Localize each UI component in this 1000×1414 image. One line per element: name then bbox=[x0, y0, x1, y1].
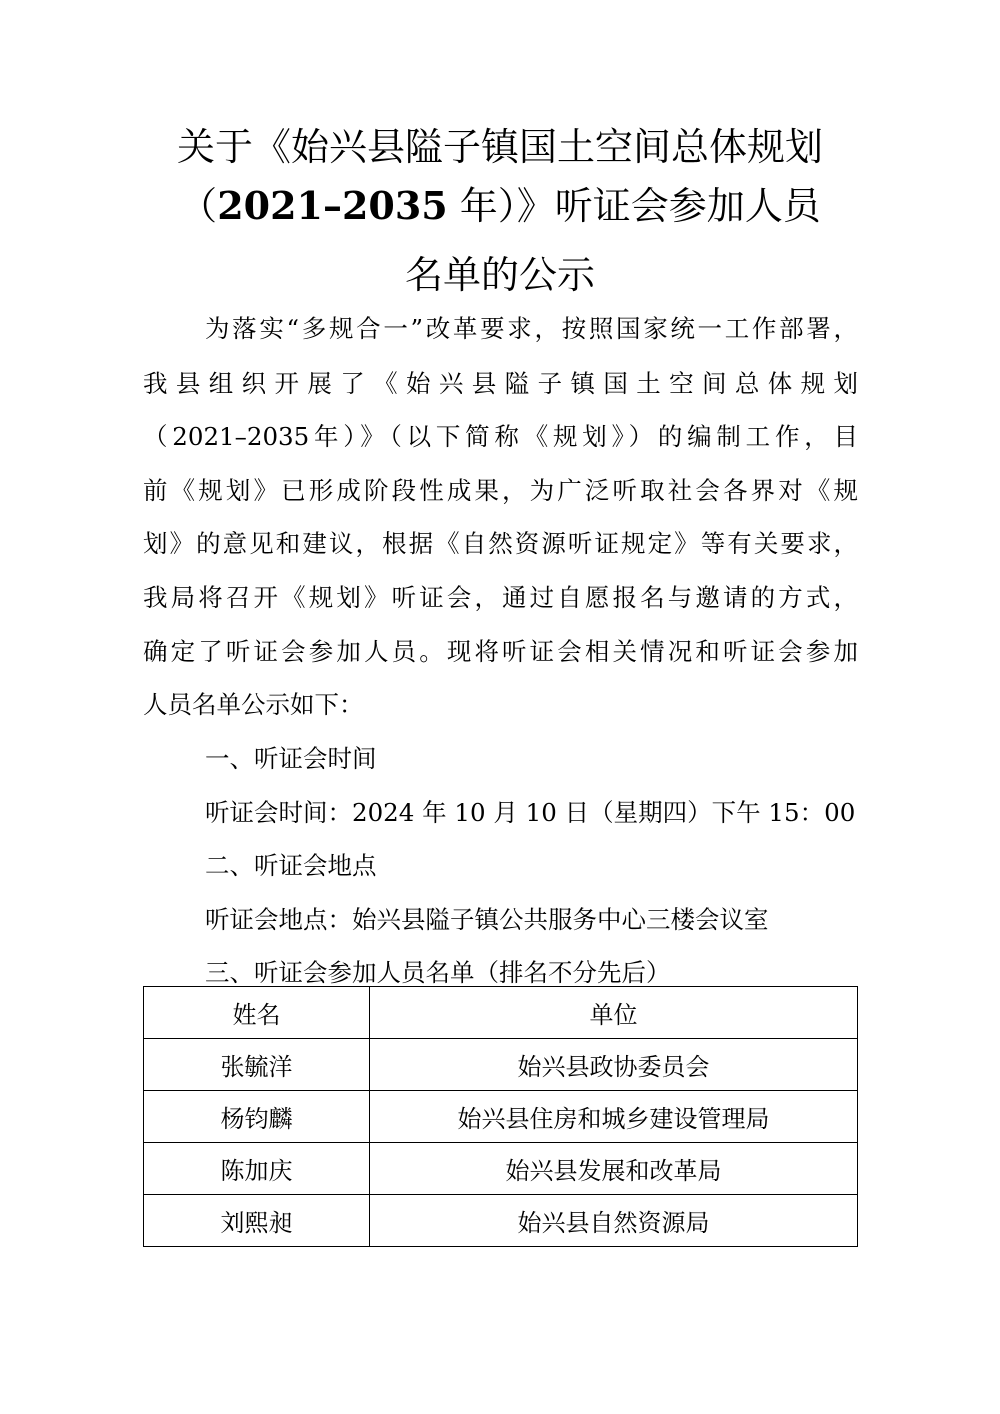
header-unit: 单位 bbox=[370, 987, 858, 1039]
table-row bbox=[144, 1091, 858, 1143]
intro-line-8: 人员名单公示如下： bbox=[143, 690, 364, 719]
intro-line-1: 为落实“多规合一”改革要求，按照国家统一工作部署， bbox=[205, 314, 858, 343]
section-2-text: 听证会地点：始兴县隘子镇公共服务中心三楼会议室 bbox=[205, 905, 769, 934]
table-row bbox=[144, 1195, 858, 1247]
table-row bbox=[144, 1143, 858, 1195]
section-1-heading: 一、听证会时间 bbox=[205, 744, 377, 773]
section-2-heading: 二、听证会地点 bbox=[205, 851, 377, 880]
intro-line-2: 我县组织开展了《始兴县隘子镇国土空间总体规划 bbox=[143, 369, 858, 398]
table-header-row bbox=[144, 987, 858, 1039]
intro-line-7: 确定了听证会参加人员。现将听证会相关情况和听证会参加 bbox=[143, 637, 858, 666]
attendee-unit: 始兴县自然资源局 bbox=[370, 1195, 858, 1247]
title-line-2-rest: 年）》听证会参加人员 bbox=[447, 184, 821, 228]
intro-line-6: 我局将召开《规划》听证会，通过自愿报名与邀请的方式， bbox=[143, 583, 858, 612]
intro-line-3: （2021–2035年）》（以下简称《规划》）的编制工作，目 bbox=[143, 422, 858, 451]
section-1-text: 听证会时间：2024 年 10 月 10 日（星期四）下午 15：00 bbox=[205, 798, 856, 827]
title-line-3: 名单的公示 bbox=[404, 253, 595, 297]
title-years: 2021–2035 bbox=[217, 183, 448, 228]
attendee-unit: 始兴县发展和改革局 bbox=[370, 1143, 858, 1195]
intro-line-5: 划》的意见和建议，根据《自然资源听证规定》等有关要求， bbox=[143, 529, 858, 558]
attendee-table bbox=[143, 986, 858, 1247]
header-name: 姓名 bbox=[144, 987, 370, 1039]
intro-line-4: 前《规划》已形成阶段性成果，为广泛听取社会各界对《规 bbox=[143, 476, 858, 505]
title-line-1: 关于《始兴县隘子镇国土空间总体规划 bbox=[176, 125, 823, 169]
title-line-2 bbox=[0, 183, 1000, 228]
attendee-unit: 始兴县住房和城乡建设管理局 bbox=[370, 1091, 858, 1143]
attendee-name: 刘熙昶 bbox=[144, 1195, 370, 1247]
attendee-name: 张毓洋 bbox=[144, 1039, 370, 1091]
attendee-name: 杨钧麟 bbox=[144, 1091, 370, 1143]
attendee-unit: 始兴县政协委员会 bbox=[370, 1039, 858, 1091]
attendee-name: 陈加庆 bbox=[144, 1143, 370, 1195]
title-open-paren: （ bbox=[179, 184, 218, 228]
table-row bbox=[144, 1039, 858, 1091]
section-3-heading: 三、听证会参加人员名单（排名不分先后） bbox=[205, 958, 671, 987]
